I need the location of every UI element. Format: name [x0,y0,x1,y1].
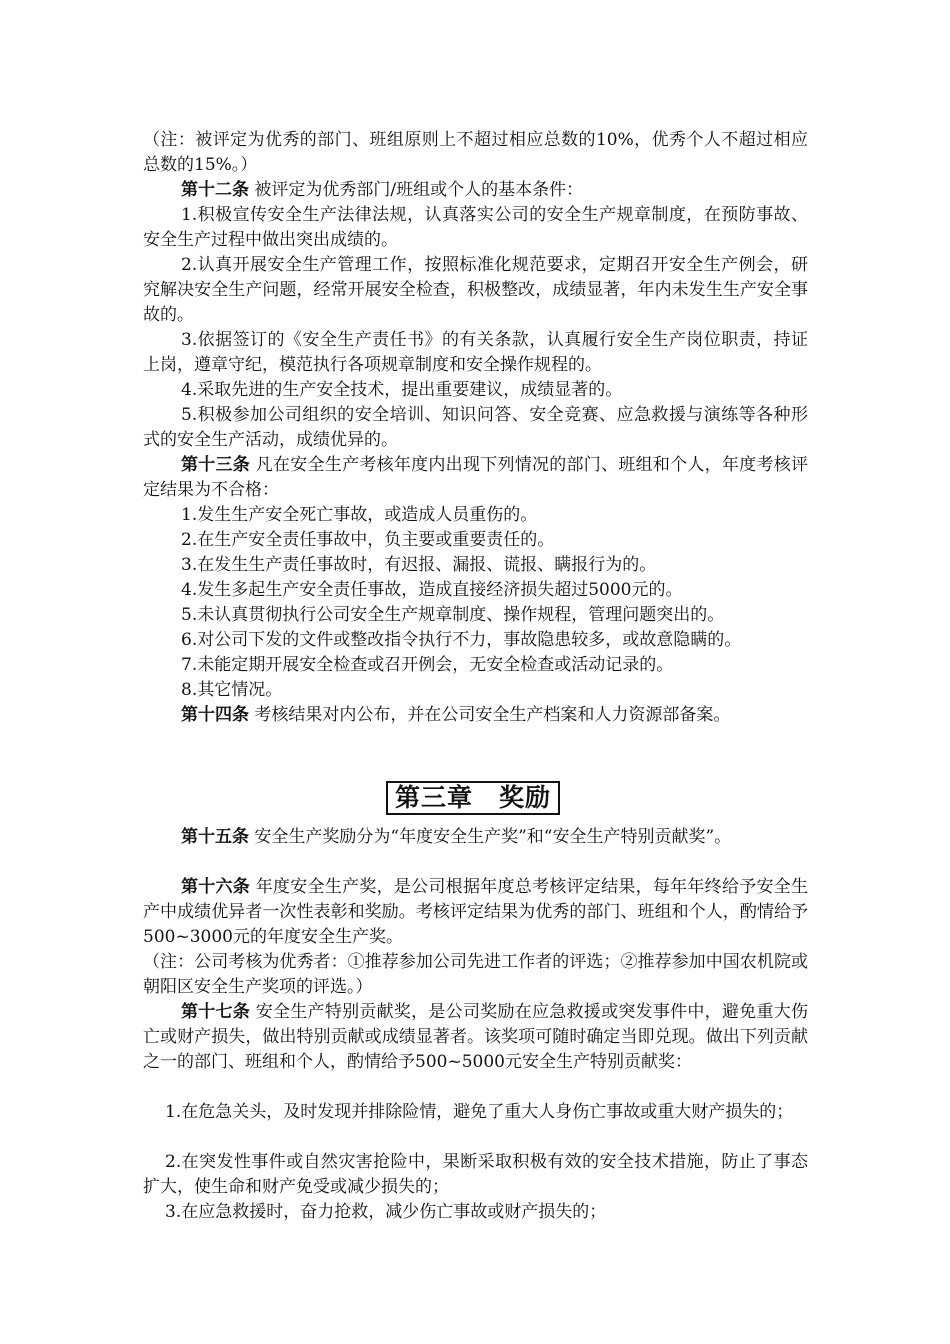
article-16-paragraph [143,875,808,950]
article-15-paragraph [143,825,808,850]
article-16-text: 年度安全生产奖，是公司根据年度总考核评定结果，每年年终给予安全生产中成绩优异者一次性表彰和奖励。考核评定结果为优秀的部门、班组和个人，酌情给予500~3000元的年度安全生产奖。 [143,877,809,947]
article-13-item-6: 6.对公司下发的文件或整改指令执行不力，事故隐患较多，或故意隐瞒的。 [181,630,742,650]
article-13-paragraph [143,453,808,503]
article-17-paragraph [143,1000,808,1075]
article-13-item-7: 7.未能定期开展安全检查或召开例会，无安全检查或活动记录的。 [181,655,674,675]
article-15-text: 安全生产奖励分为“年度安全生产奖”和“安全生产特别贡献奖”。 [254,827,732,847]
article-17-text: 安全生产特别贡献奖，是公司奖励在应急救援或突发事件中，避免重大伤亡或财产损失，做出特别贡献或成绩显著者。该奖项可随时确定当即兑现。做出下列贡献之一的部门、班组和个人，酌情给予500~5000元安全生产特别贡献奖： [143,1002,809,1072]
article-12-text: 被评定为优秀部门/班组或个人的基本条件： [254,180,584,200]
article-12-label: 第十二条 [181,180,249,200]
article-12-paragraph [143,178,808,203]
article-12-item-2: 2.认真开展安全生产管理工作，按照标准化规范要求，定期召开安全生产例会，研究解决安全生产问题，经常开展安全检查，积极整改，成绩显著，年内未发生生产安全事故的。 [143,255,808,325]
article-12-item-5: 5.积极参加公司组织的安全培训、知识问答、安全竞赛、应急救援与演练等各种形式的安全生产活动，成绩优异的。 [143,405,808,450]
chapter-heading: 第三章 奖励 [386,781,560,815]
article-14-label: 第十四条 [181,705,249,725]
article-13-item-2: 2.在生产安全责任事故中，负主要或重要责任的。 [181,530,555,550]
article-17-item-1: 1.在危急关头，及时发现并排除险情，避免了重大人身伤亡事故或重大财产损失的； [165,1102,794,1122]
article-17-item-2: 2.在突发性事件或自然灾害抢险中，果断采取积极有效的安全技术措施，防止了事态扩大，使生命和财产免受或减少损失的； [143,1152,808,1197]
article-17-item-3: 3.在应急救援时，奋力抢救，减少伤亡事故或财产损失的； [165,1202,607,1222]
note-award-recommendation: （注：公司考核为优秀者：①推荐参加公司先进工作者的评选；②推荐参加中国农机院或朝阳区安全生产奖项的评选。） [143,952,808,997]
article-12-item-4: 4.采取先进的生产安全技术，提出重要建议，成绩显著的。 [181,380,623,400]
article-13-item-1: 1.发生生产安全死亡事故，或造成人员重伤的。 [181,505,538,525]
article-12-item-3: 3.依据签订的《安全生产责任书》的有关条款，认真履行安全生产岗位职责，持证上岗，遵章守纪，模范执行各项规章制度和安全操作规程的。 [143,330,808,375]
article-16-label: 第十六条 [181,877,251,897]
article-13-label: 第十三条 [181,455,251,475]
article-14-paragraph [143,703,808,728]
article-17-label: 第十七条 [181,1002,251,1022]
article-13-text: 凡在安全生产考核年度内出现下列情况的部门、班组和个人，年度考核评定结果为不合格： [143,455,809,500]
article-13-item-4: 4.发生多起生产安全责任事故，造成直接经济损失超过5000元的。 [181,580,683,600]
article-14-text: 考核结果对内公布，并在公司安全生产档案和人力资源部备案。 [254,705,731,725]
article-12-item-1: 1.积极宣传安全生产法律法规，认真落实公司的安全生产规章制度，在预防事故、安全生产过程中做出突出成绩的。 [143,205,808,250]
article-13-item-5: 5.未认真贯彻执行公司安全生产规章制度、操作规程，管理问题突出的。 [181,605,725,625]
article-13-item-8: 8.其它情况。 [181,680,283,700]
article-13-item-3: 3.在发生生产责任事故时，有迟报、漏报、谎报、瞒报行为的。 [181,555,657,575]
note-excellence-ratio: （注：被评定为优秀的部门、班组原则上不超过相应总数的10%，优秀个人不超过相应总数的15%。） [143,130,808,175]
article-15-label: 第十五条 [181,827,249,847]
